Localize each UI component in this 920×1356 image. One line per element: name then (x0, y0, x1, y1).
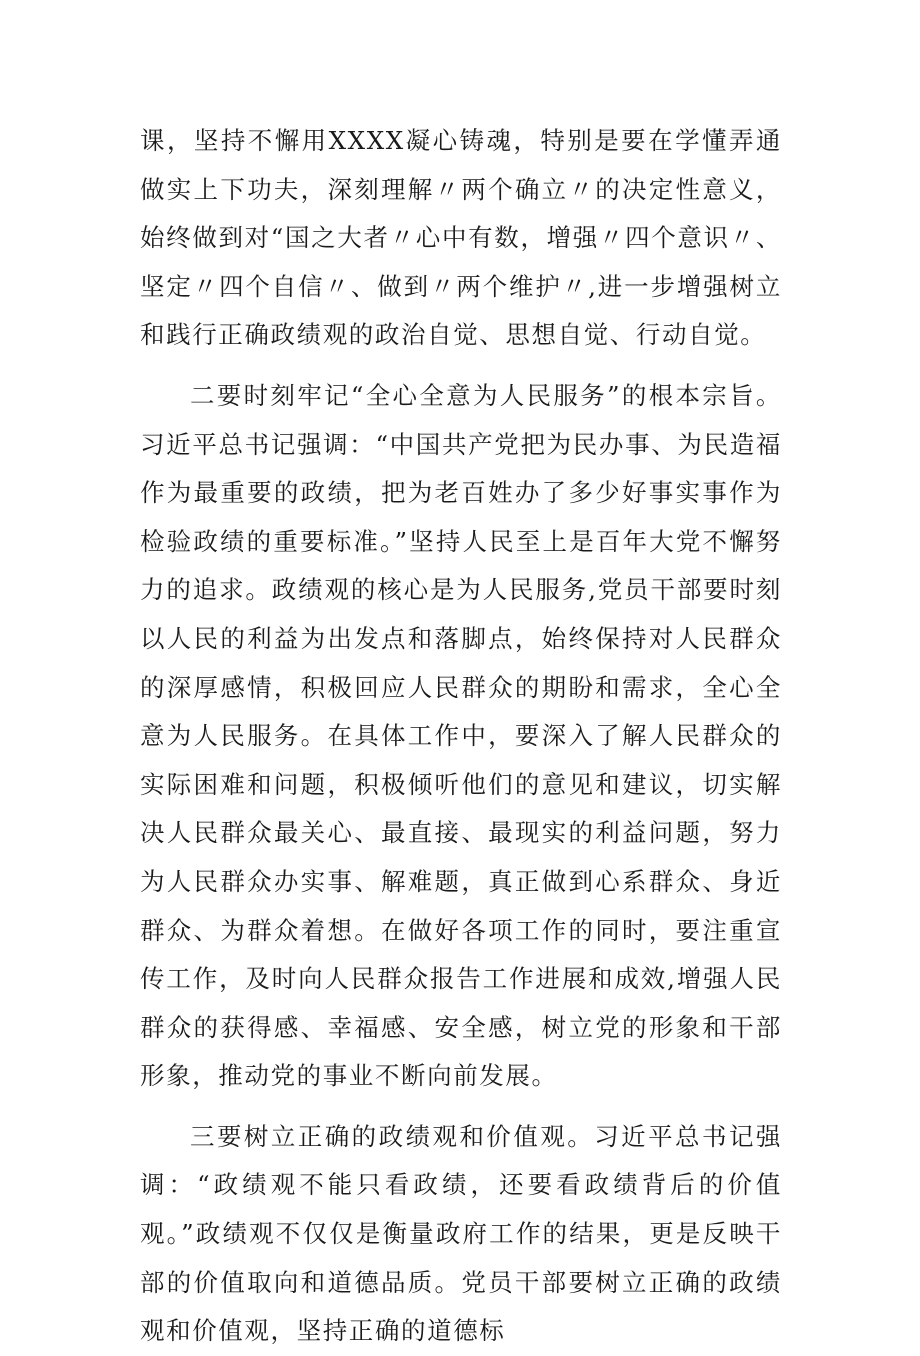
paragraph-2: 二要时刻牢记“全心全意为人民服务”的根本宗旨。习近平总书记强调：“中国共产党把为民办事、为民造福作为最重要的政绩，把为老百姓办了多少好事实事作为检验政绩的重要标准。”坚持人民至上是百年大党不懈努力的追求。政绩观的核心是为人民服务,党员干部要时刻以人民的利益为出发点和落脚点，始终保持对人民群众的深厚感情，积极回应人民群众的期盼和需求，全心全意为人民服务。在具体工作中，要深入了解人民群众的实际困难和问题，积极倾听他们的意见和建议，切实解决人民群众最关心、最直接、最现实的利益问题，努力为人民群众办实事、解难题，真正做到心系群众、身近群众、为群众着想。在做好各项工作的同时，要注重宣传工作，及时向人民群众报告工作进展和成效,增强人民群众的获得感、幸福感、安全感，树立党的形象和干部形象，推动党的事业不断向前发展。 (140, 380, 782, 1091)
document-page (140, 117, 782, 1356)
paragraph-1: 课，坚持不懈用XXXX凝心铸魂，特别是要在学懂弄通做实上下功夫，深刻理解〃两个确立〃的决定性意义，始终做到对“国之大者〃心中有数，增强〃四个意识〃、坚定〃四个自信〃、做到〃两个维护〃,进一步增强树立和践行正确政绩观的政治自觉、思想自觉、行动自觉。 (140, 126, 782, 350)
paragraph-3: 三要树立正确的政绩观和价值观。习近平总书记强调：“政绩观不能只看政绩，还要看政绩背后的价值观。”政绩观不仅仅是衡量政府工作的结果，更是反映干部的价值取向和道德品质。党员干部要树立正确的政绩观和价值观，坚持正确的道德标 (140, 1121, 782, 1346)
